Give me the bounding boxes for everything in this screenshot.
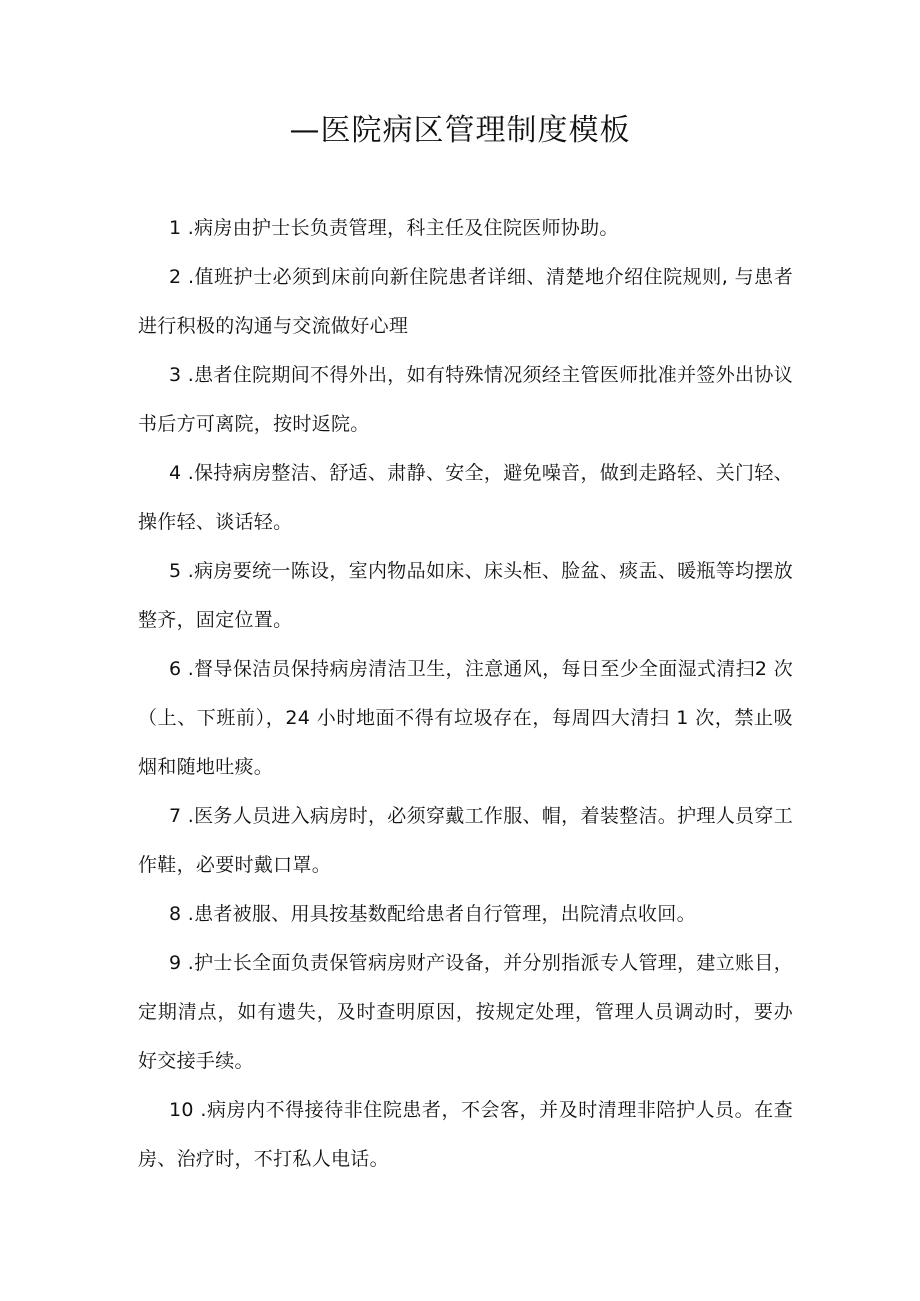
- paragraph-2: 2 .值班护士必须到床前向新住院患者详细、清楚地介绍住院规则, 与患者进行积极的沟通与交流做好心理: [138, 266, 793, 337]
- document-body: [138, 204, 793, 1184]
- document-title: —医院病区管理制度模板: [289, 113, 631, 148]
- paragraph-10: 10 .病房内不得接待非住院患者，不会客，并及时清理非陪护人员。在查房、治疗时，不打私人电话。: [138, 1099, 793, 1170]
- paragraph-1: 1 .病房由护士长负责管理，科主任及住院医师协助。: [169, 217, 619, 239]
- paragraph-5: 5 .病房要统一陈设，室内物品如床、床头柜、脸盆、痰盂、暖瓶等均摆放整齐，固定位置。: [138, 560, 793, 631]
- paragraph-8: 8 .患者被服、用具按基数配给患者自行管理，出院清点收回。: [169, 903, 696, 925]
- paragraph-3: 3 .患者住院期间不得外出，如有特殊情况须经主管医师批准并签外出协议书后方可离院，按时返院。: [138, 364, 793, 435]
- paragraph-4: 4 .保持病房整洁、舒适、肃静、安全，避免噪音，做到走路轻、关门轻、操作轻、谈话轻。: [138, 462, 793, 533]
- paragraph-6: 6 .督导保洁员保持病房清洁卫生，注意通风，每日至少全面湿式清扫2 次（上、下班前），24 小时地面不得有垃圾存在，每周四大清扫 1 次，禁止吸烟和随地吐痰。: [138, 658, 793, 778]
- paragraph-7: 7 .医务人员进入病房时，必须穿戴工作服、帽，着装整洁。护理人员穿工作鞋，必要时戴口罩。: [138, 805, 793, 876]
- paragraph-9: 9 .护士长全面负责保管病房财产设备，并分别指派专人管理，建立账目，定期清点，如有遗失，及时查明原因，按规定处理，管理人员调动时，要办好交接手续。: [138, 952, 793, 1072]
